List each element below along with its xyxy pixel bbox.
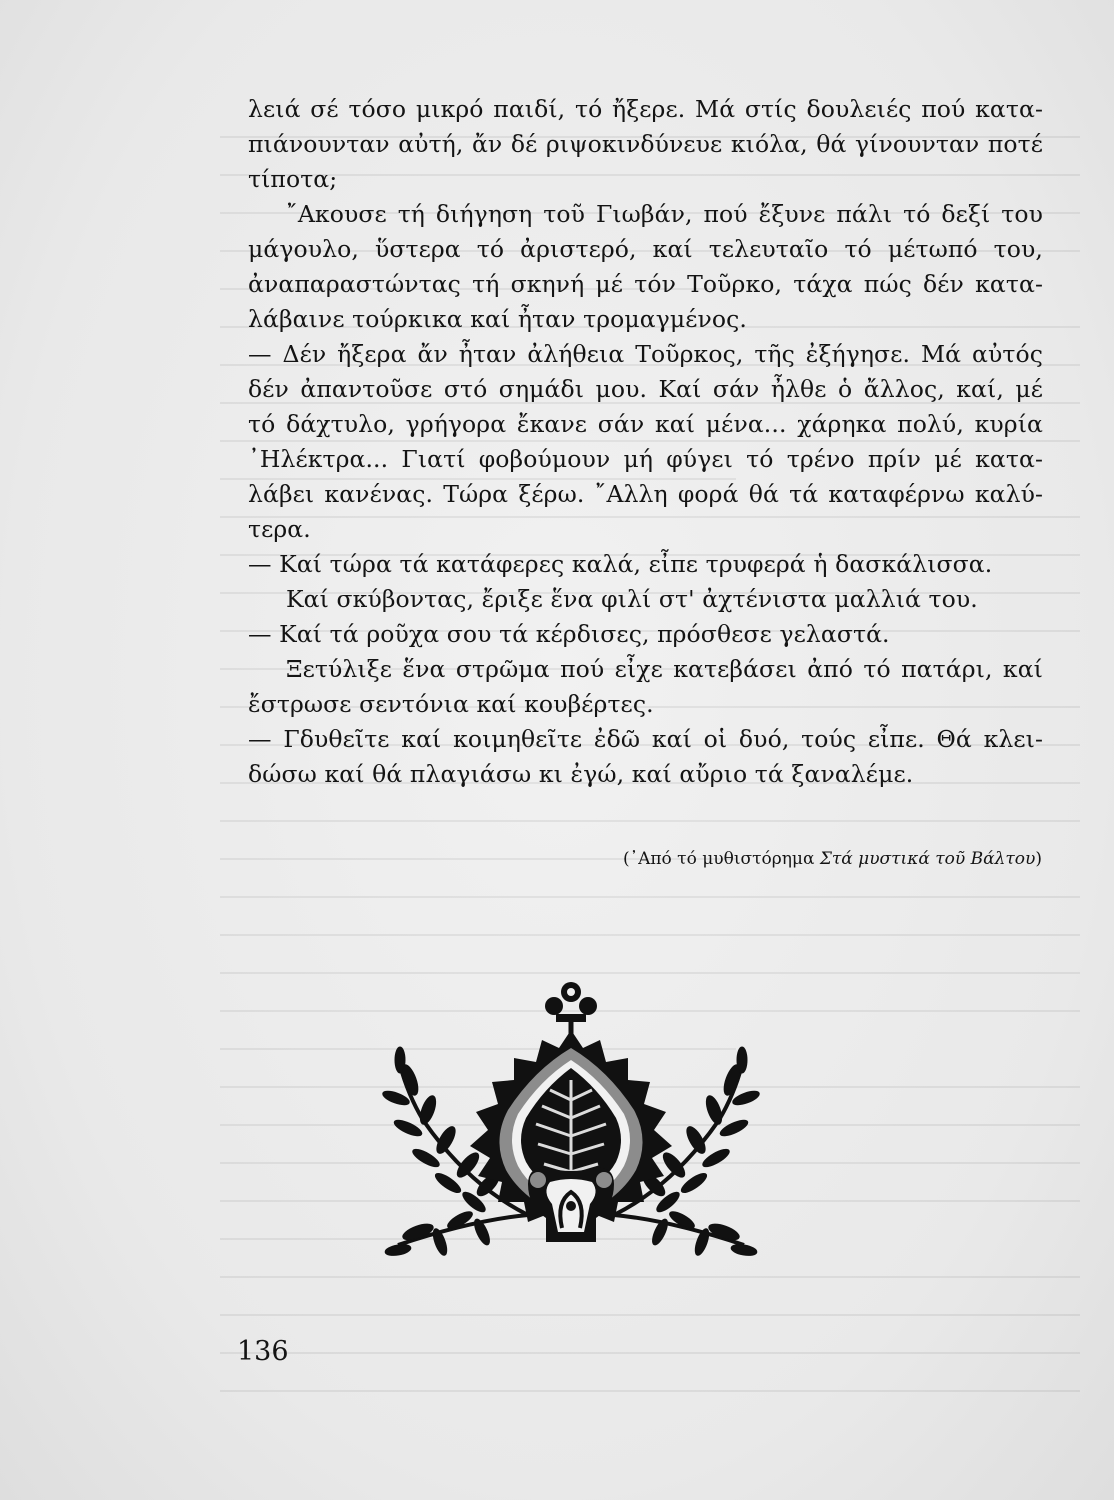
show-through-line xyxy=(220,1316,1080,1354)
text-line: λάβαινε τούρκικα καί ἦταν τρομαγμένος. xyxy=(248,305,747,333)
text-line: Ξετύλιξε ἕνα στρῶμα πού εἶχε κατεβάσει ἀπό τό πατάρι, καί xyxy=(286,655,1043,683)
text-line: Καί σκύβοντας, ἔριξε ἕνα φιλί στ' ἀχτένιστα μαλλιά του. xyxy=(286,585,978,613)
text-line: δώσω καί θά πλαγιάσω κι ἐγώ, καί αὔριο τά ξαναλέμε. xyxy=(248,760,914,788)
show-through-line xyxy=(220,898,1080,936)
caption-suffix: ) xyxy=(1035,849,1042,869)
text-line: πιάνουνταν αὐτή, ἄν δέ ριψοκινδύνευε κιόλα, θά γίνουνταν ποτέ xyxy=(248,130,1043,158)
base-scroll xyxy=(528,1168,614,1242)
show-through-line xyxy=(220,936,1080,974)
show-through-line xyxy=(220,1278,1080,1316)
page-number: 136 xyxy=(237,1336,289,1367)
text-line: τίποτα; xyxy=(248,165,338,193)
text-line: ἀναπαραστώντας τή σκηνή μέ τόν Τοῦρκο, τάχα πώς δέν κατα- xyxy=(248,270,1043,298)
text-line: λάβει κανένας. Τώρα ξέρω. ῎Αλλη φορά θά τά καταφέρνω καλύ- xyxy=(248,480,1043,508)
text-line: τό δάχτυλο, γρήγορα ἔκανε σάν καί μένα... χάρηκα πολύ, κυρία xyxy=(248,410,1043,438)
text-line: τερα. xyxy=(248,515,311,543)
show-through-line xyxy=(220,1354,1080,1392)
novel-title: Στά μυστικά τοῦ Βάλτου xyxy=(819,849,1036,869)
text-line: ῎Ακουσε τή διήγηση τοῦ Γιωβάν, πού ἔξυνε πάλι τό δεξί του xyxy=(286,200,1043,228)
text-line: ᾿Ηλέκτρα... Γιατί φοβούμουν μή φύγει τό τρένο πρίν μέ κατα- xyxy=(248,445,1043,473)
text-line: ἔστρωσε σεντόνια καί κουβέρτες. xyxy=(248,690,654,718)
text-line: — Δέν ἤξερα ἄν ἦταν ἀλήθεια Τοῦρκος, τῆς ἐξήγησε. Μά αὐτός xyxy=(248,340,1043,368)
crown-finial xyxy=(545,982,597,1036)
text-line: λειά σέ τόσο μικρό παιδί, τό ἤξερε. Μά στίς δουλειές πού κατα- xyxy=(248,95,1043,123)
text-line: μάγουλο, ὕστερα τό ἀριστερό, καί τελευταῖο τό μέτωπό του, xyxy=(248,235,1043,263)
leaf-ornament-icon xyxy=(378,970,764,1280)
source-caption xyxy=(623,846,1042,872)
text-line: — Καί τώρα τά κατάφερες καλά, εἶπε τρυφερά ἡ δασκάλισσα. xyxy=(248,550,993,578)
text-line: δέν ἀπαντοῦσε στό σημάδι μου. Καί σάν ἦλθε ὁ ἄλλος, καί, μέ xyxy=(248,375,1043,403)
text-line: — Καί τά ροῦχα σου τά κέρδισες, πρόσθεσε γελαστά. xyxy=(248,620,890,648)
text-line: — Γδυθεῖτε καί κοιμηθεῖτε ἐδῶ καί οἱ δυό, τούς εἶπε. Θά κλει- xyxy=(248,725,1043,753)
caption-prefix: (᾿Από τό μυθιστόρημα xyxy=(622,849,820,869)
